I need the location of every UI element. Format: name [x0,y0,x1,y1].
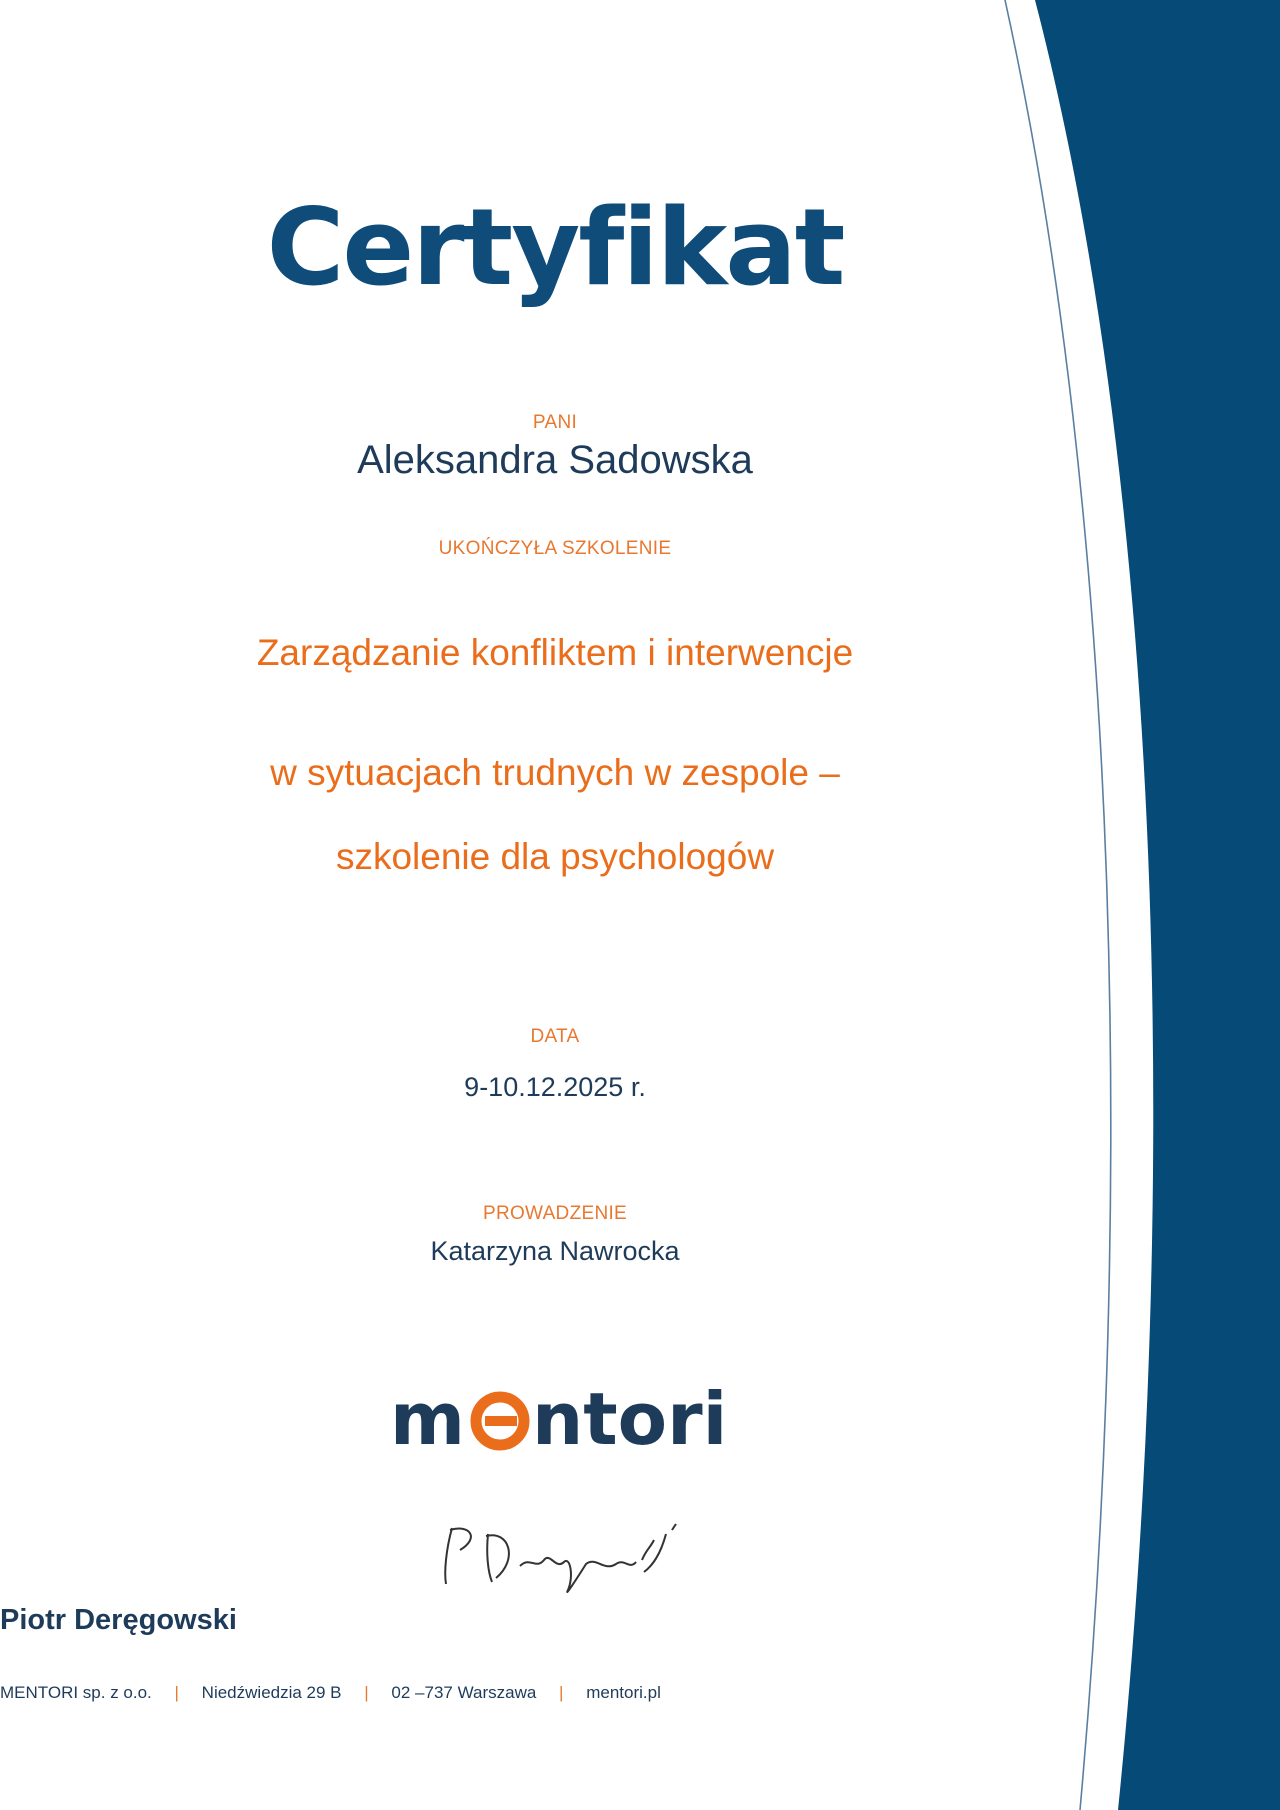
footer-city: 02 –737 Warszawa [391,1683,537,1702]
recipient-name: Aleksandra Sadowska [357,438,753,482]
signer-name: Piotr Deręgowski [0,1604,237,1636]
logo-ntori: ntori [532,1384,728,1458]
completion-label: UKOŃCZYŁA SZKOLENIE [438,538,672,559]
footer-address: Niedźwiedzia 29 B [201,1683,342,1702]
trainer-name: Katarzyna Nawrocka [430,1236,680,1266]
certificate-title: Certyfikat [266,186,844,309]
salutation-label: PANI [532,412,578,433]
course-title-line-3: szkolenie dla psychologów [335,836,775,877]
footer-separator: | [559,1683,564,1702]
footer-website: mentori.pl [586,1683,661,1702]
footer [0,1683,1130,1703]
mentori-logo [390,1384,730,1458]
handwritten-signature [440,1520,690,1600]
logo-e-bar [485,1416,517,1426]
date-label: DATA [530,1026,580,1047]
logo-m: m [390,1384,466,1458]
course-title-line-1: Zarządzanie konfliktem i interwencje [256,632,854,673]
date-value: 9-10.12.2025 r. [464,1072,646,1102]
trainer-label: PROWADZENIE [482,1203,628,1224]
footer-separator: | [174,1683,179,1702]
footer-company: MENTORI sp. z o.o. [0,1683,152,1702]
course-title-line-2: w sytuacjach trudnych w zespole – [270,752,840,793]
footer-separator: | [364,1683,369,1702]
